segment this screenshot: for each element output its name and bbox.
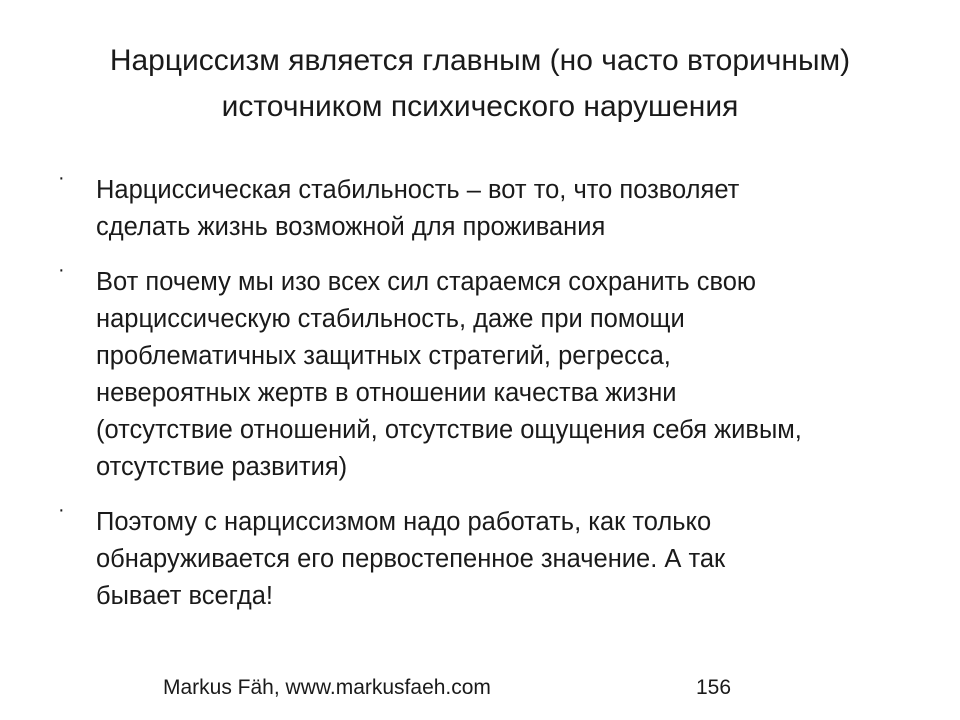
footer-author: Markus Fäh, www.markusfaeh.com xyxy=(163,676,491,699)
slide-title-line: источником психического нарушения xyxy=(221,90,739,123)
bullet-text-line: бывает всегда! xyxy=(96,582,273,610)
slide-title-line: Нарциссизм является главным (но часто вторичным) xyxy=(109,44,851,77)
bullet-text-line: сделать жизнь возможной для проживания xyxy=(96,213,606,241)
bullet-text-line: Вот почему мы изо всех сил стараемся сохранить свою xyxy=(96,268,757,296)
bullet-item xyxy=(58,259,910,486)
bullet-text-line: проблематичных защитных стратегий, регресса, xyxy=(96,342,671,370)
bullet-item xyxy=(58,499,910,615)
bullet-dot-icon: · xyxy=(58,167,65,189)
bullet-text-line: обнаруживается его первостепенное значение. А так xyxy=(96,545,726,573)
bullet-dot-icon: · xyxy=(58,259,65,281)
bullet-dot-icon: · xyxy=(58,499,65,521)
bullet-item xyxy=(58,167,910,246)
bullet-text-line: нарциссическую стабильность, даже при помощи xyxy=(96,305,685,333)
bullet-text-line: Поэтому с нарциссизмом надо работать, как только xyxy=(96,508,712,536)
slide-title xyxy=(40,38,920,130)
bullet-text-line: отсутствие развития) xyxy=(96,453,348,481)
bullet-text-line: (отсутствие отношений, отсутствие ощущения себя живым, xyxy=(96,416,802,444)
footer-page-number: 156 xyxy=(696,676,732,699)
bullet-text-line: Нарциссическая стабильность – вот то, что позволяет xyxy=(96,176,740,204)
bullet-list xyxy=(58,167,910,633)
bullet-text-line: невероятных жертв в отношении качества жизни xyxy=(96,379,677,407)
